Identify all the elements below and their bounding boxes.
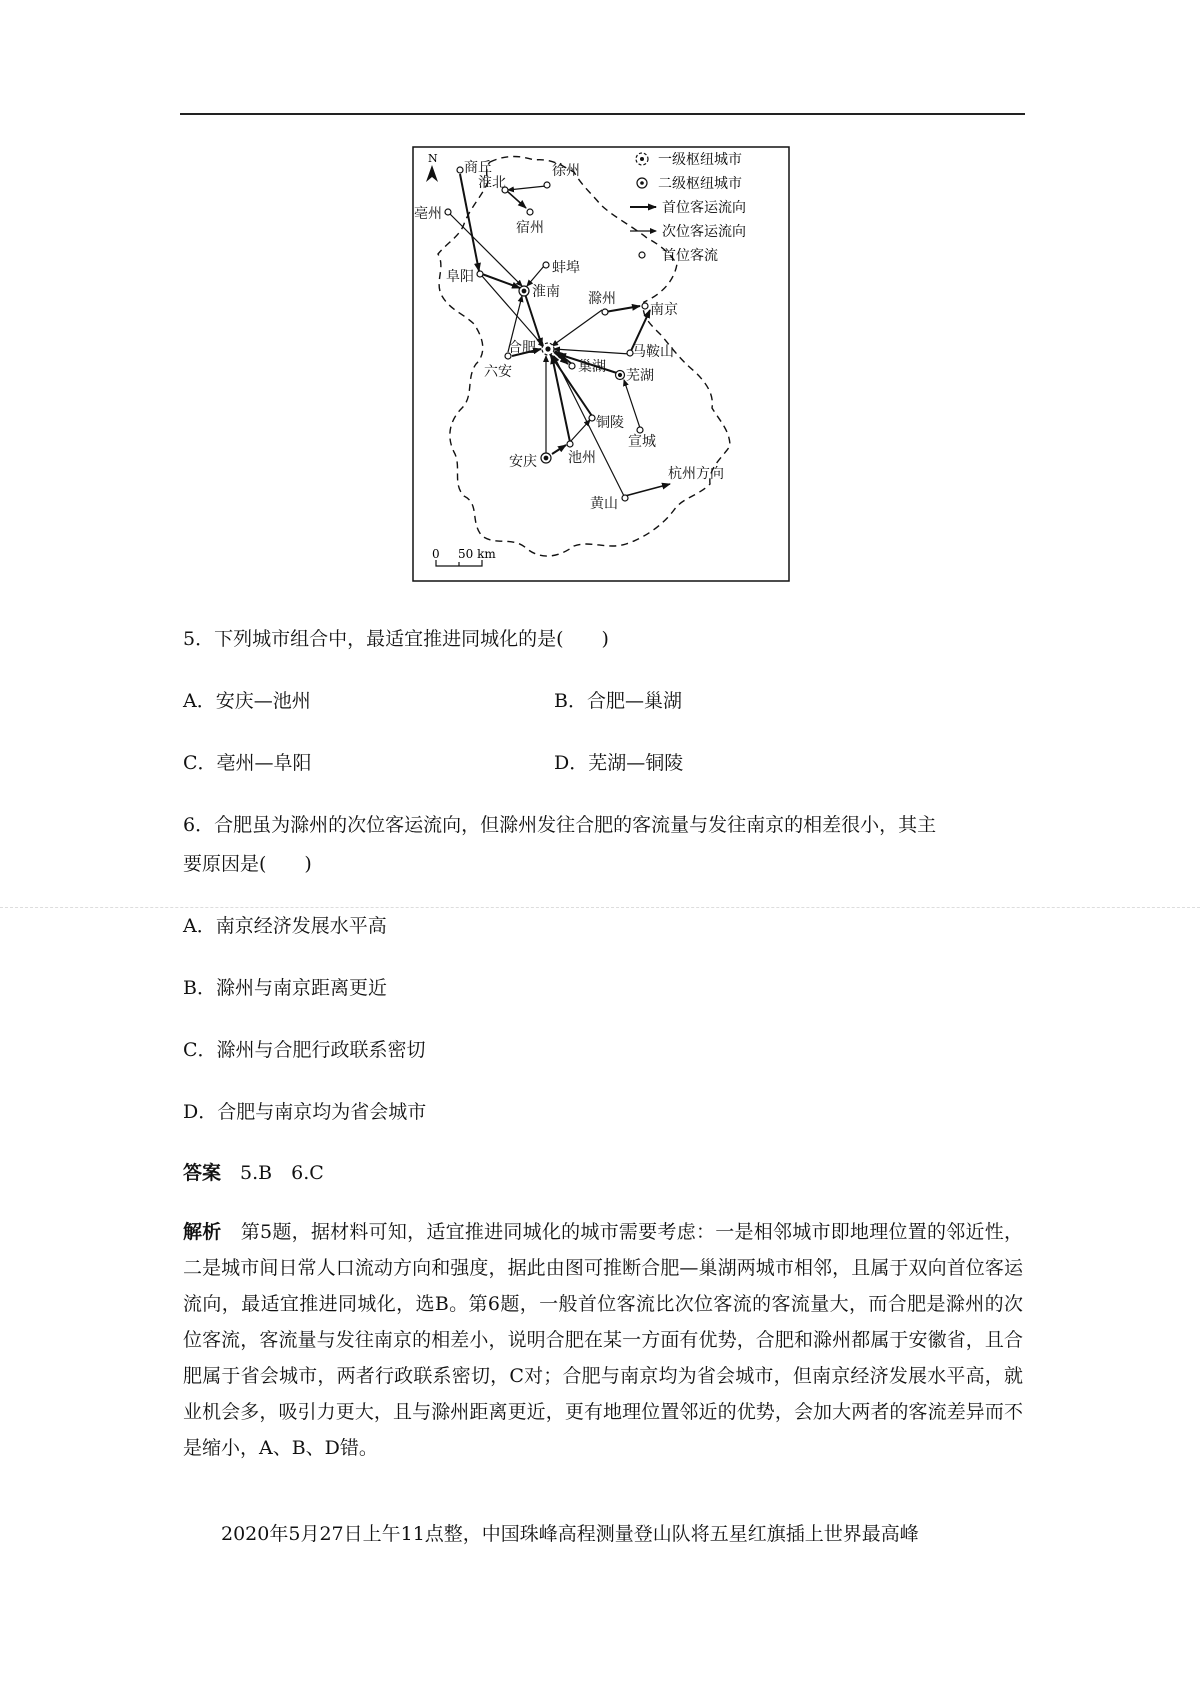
city-label-fuyang: 阜阳 [446, 269, 474, 285]
city-label-shangqiu: 商丘 [464, 160, 492, 176]
header-rule [180, 113, 1025, 115]
city-label-wuhu: 芜湖 [626, 368, 654, 384]
q5-option-c: C．亳州—阜阳 [183, 752, 312, 774]
legend-label-secondary: 次位客运流向 [662, 224, 746, 240]
city-label-xuancheng: 宣城 [628, 434, 656, 450]
city-label-anqing: 安庆 [509, 454, 537, 470]
city-label-hangzhou: 杭州方向 [668, 466, 724, 482]
question-6-stem-line1: 6．合肥虽为滁州的次位客运流向，但滁州发往合肥的客流量与发往南京的相差很小，其主 [183, 814, 937, 836]
city-label-maanshan: 马鞍山 [632, 344, 674, 360]
q5-option-d: D．芜湖—铜陵 [554, 752, 684, 774]
q5-option-a: A．安庆—池州 [183, 690, 311, 712]
next-paragraph: 2020年5月27日上午11点整，中国珠峰高程测量登山队将五星红旗插上世界最高峰 [221, 1523, 919, 1545]
city-label-chizhou: 池州 [568, 450, 596, 466]
city-label-xuzhou: 徐州 [552, 163, 580, 179]
city-label-huainan: 淮南 [532, 284, 560, 300]
anhui-passenger-flow-map [412, 146, 790, 582]
analysis-text: 第5题，据材料可知，适宜推进同城化的城市需要考虑：一是相邻城市即地理位置的邻近性，二是城市间日常人口流动方向和强度，据此由图可推断合肥—巢湖两城市相邻，且属于双向首位客运流向，最适宜推进同城化，选B。第6题，一般首位客流比次位客流的客流量大，而合肥是滁州的次位客流，客流量与发往南京的相差小，说明合肥在某一方面有优势，合肥和滁州都属于安徽省，且合肥属于省会城市，两者行政联系密切，C对；合肥与南京均为省会城市，但南京经济发展水平高，就业机会多，吸引力更大，且与滁州距离更近，更有地理位置邻近的优势，会加大两者的客流差异而不是缩小，A、B、D错。 [183, 1221, 1023, 1459]
north-letter: N [428, 152, 438, 165]
question-5-stem: 5．下列城市组合中，最适宜推进同城化的是( ) [183, 628, 609, 650]
q5-option-b: B．合肥—巢湖 [554, 690, 682, 712]
city-label-huangshan: 黄山 [590, 496, 618, 512]
city-label-chuzhou: 滁州 [588, 291, 616, 307]
analysis-paragraph [183, 1214, 1023, 1466]
legend-label-level1: 一级枢纽城市 [658, 152, 742, 168]
city-label-bengbu: 蚌埠 [552, 260, 580, 276]
city-dot-icon [639, 252, 645, 258]
q6-option-b: B．滁州与南京距离更近 [183, 977, 387, 999]
city-label-hefei: 合肥 [508, 340, 536, 356]
q6-option-d: D．合肥与南京均为省会城市 [183, 1101, 427, 1123]
legend-label-city: 首位客流 [662, 248, 718, 264]
city-label-nanjing: 南京 [650, 302, 678, 318]
answer-line [183, 1160, 324, 1186]
q6-option-c: C．滁州与合肥行政联系密切 [183, 1039, 426, 1061]
analysis-label: 解析 [183, 1221, 222, 1243]
answer-text: 5.B 6.C [240, 1162, 324, 1184]
page-separator [0, 907, 1200, 908]
scale-zero: 0 [432, 547, 440, 561]
city-label-huaibei: 淮北 [478, 175, 506, 191]
city-label-chaohu: 巢湖 [578, 359, 606, 375]
city-label-tongling: 铜陵 [596, 415, 624, 431]
question-6-stem-line2: 要原因是( ) [183, 853, 312, 875]
city-label-bozhou: 亳州 [414, 206, 442, 222]
city-label-luan: 六安 [484, 364, 512, 380]
answer-label: 答案 [183, 1162, 222, 1184]
legend-label-level2: 二级枢纽城市 [658, 176, 742, 192]
legend-label-primary: 首位客运流向 [662, 200, 746, 216]
city-label-suzhou: 宿州 [516, 220, 544, 236]
q6-option-a: A．南京经济发展水平高 [183, 915, 387, 937]
scale-length: 50 km [458, 547, 496, 561]
